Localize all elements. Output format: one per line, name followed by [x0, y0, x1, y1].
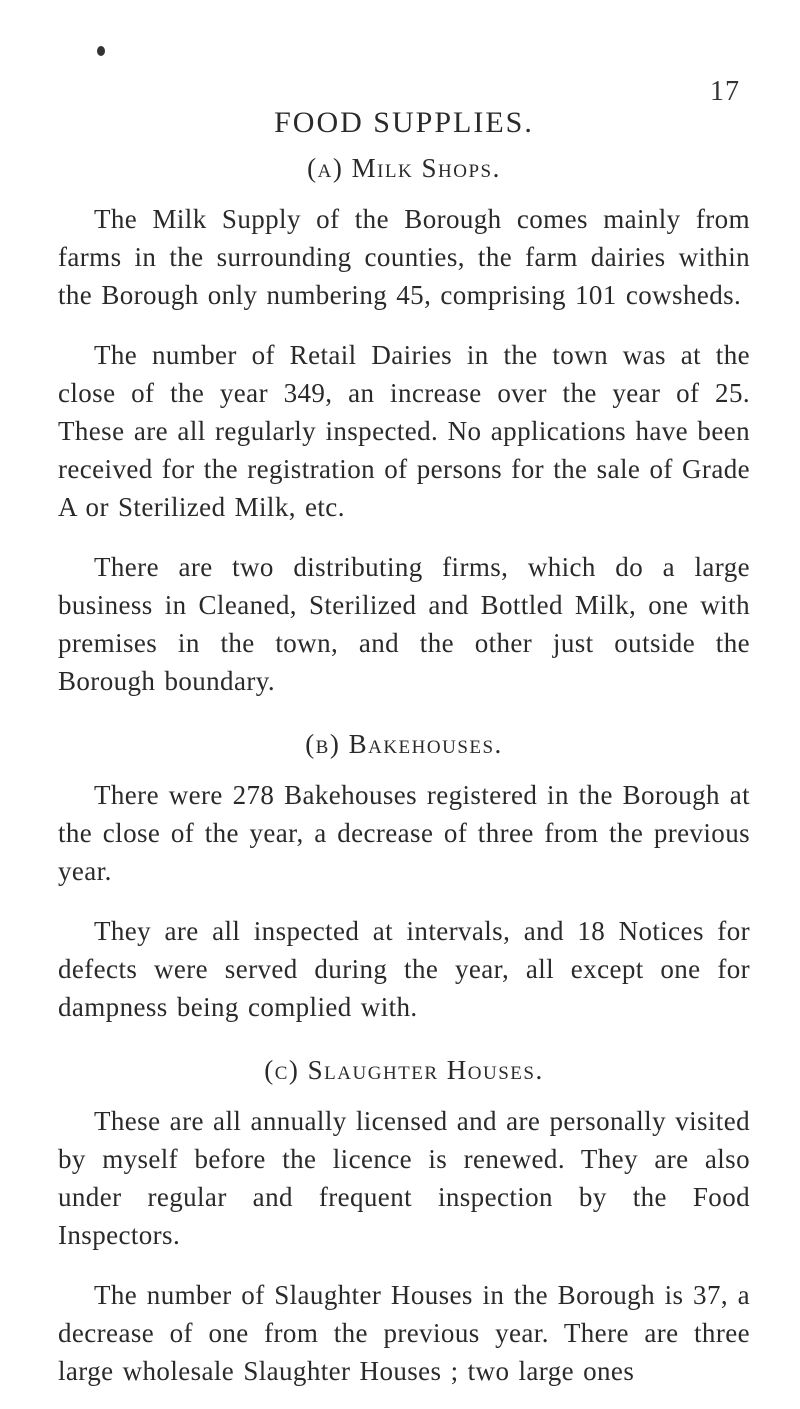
page-number: 17	[710, 76, 740, 107]
section-heading-slaughter-houses: (c) Slaughter Houses.	[264, 1055, 544, 1085]
section-heading-bakehouses: (b) Bakehouses.	[305, 729, 503, 759]
paragraph: There are two distributing firms, which do a large business in Cleaned, Sterilized and Bottled Milk, one with premises in the town, and the other just outside the Borough boundary.	[58, 552, 750, 696]
page-title: FOOD SUPPLIES.	[274, 106, 534, 139]
paragraph: There were 278 Bakehouses registered in the Borough at the close of the year, a decrease of three from the previous year.	[58, 780, 750, 886]
paragraph: The Milk Supply of the Borough comes mainly from farms in the surrounding counties, the farm dairies within the Borough only numbering 45, comprising 101 cowsheds.	[58, 204, 750, 310]
paragraph: They are all inspected at intervals, and 18 Notices for defects were served during the year, all except one for dampness being complied with.	[58, 916, 750, 1022]
ink-blot	[97, 46, 105, 56]
document-body	[58, 148, 750, 1390]
paragraph: The number of Slaughter Houses in the Borough is 37, a decrease of one from the previous year. There are three large wholesale Slaughter Houses ; two large ones	[58, 1280, 750, 1386]
section-heading-milk-shops: (a) Milk Shops.	[307, 153, 501, 183]
paragraph: These are all annually licensed and are personally visited by myself before the licence is renewed. They are also under regular and frequent inspection by the Food Inspectors.	[58, 1106, 750, 1250]
paragraph: The number of Retail Dairies in the town was at the close of the year 349, an increase over the year of 25. These are all regularly inspected. No applications have been received for the registration of persons for the sale of Grade A or Sterilized Milk, etc.	[58, 340, 750, 522]
